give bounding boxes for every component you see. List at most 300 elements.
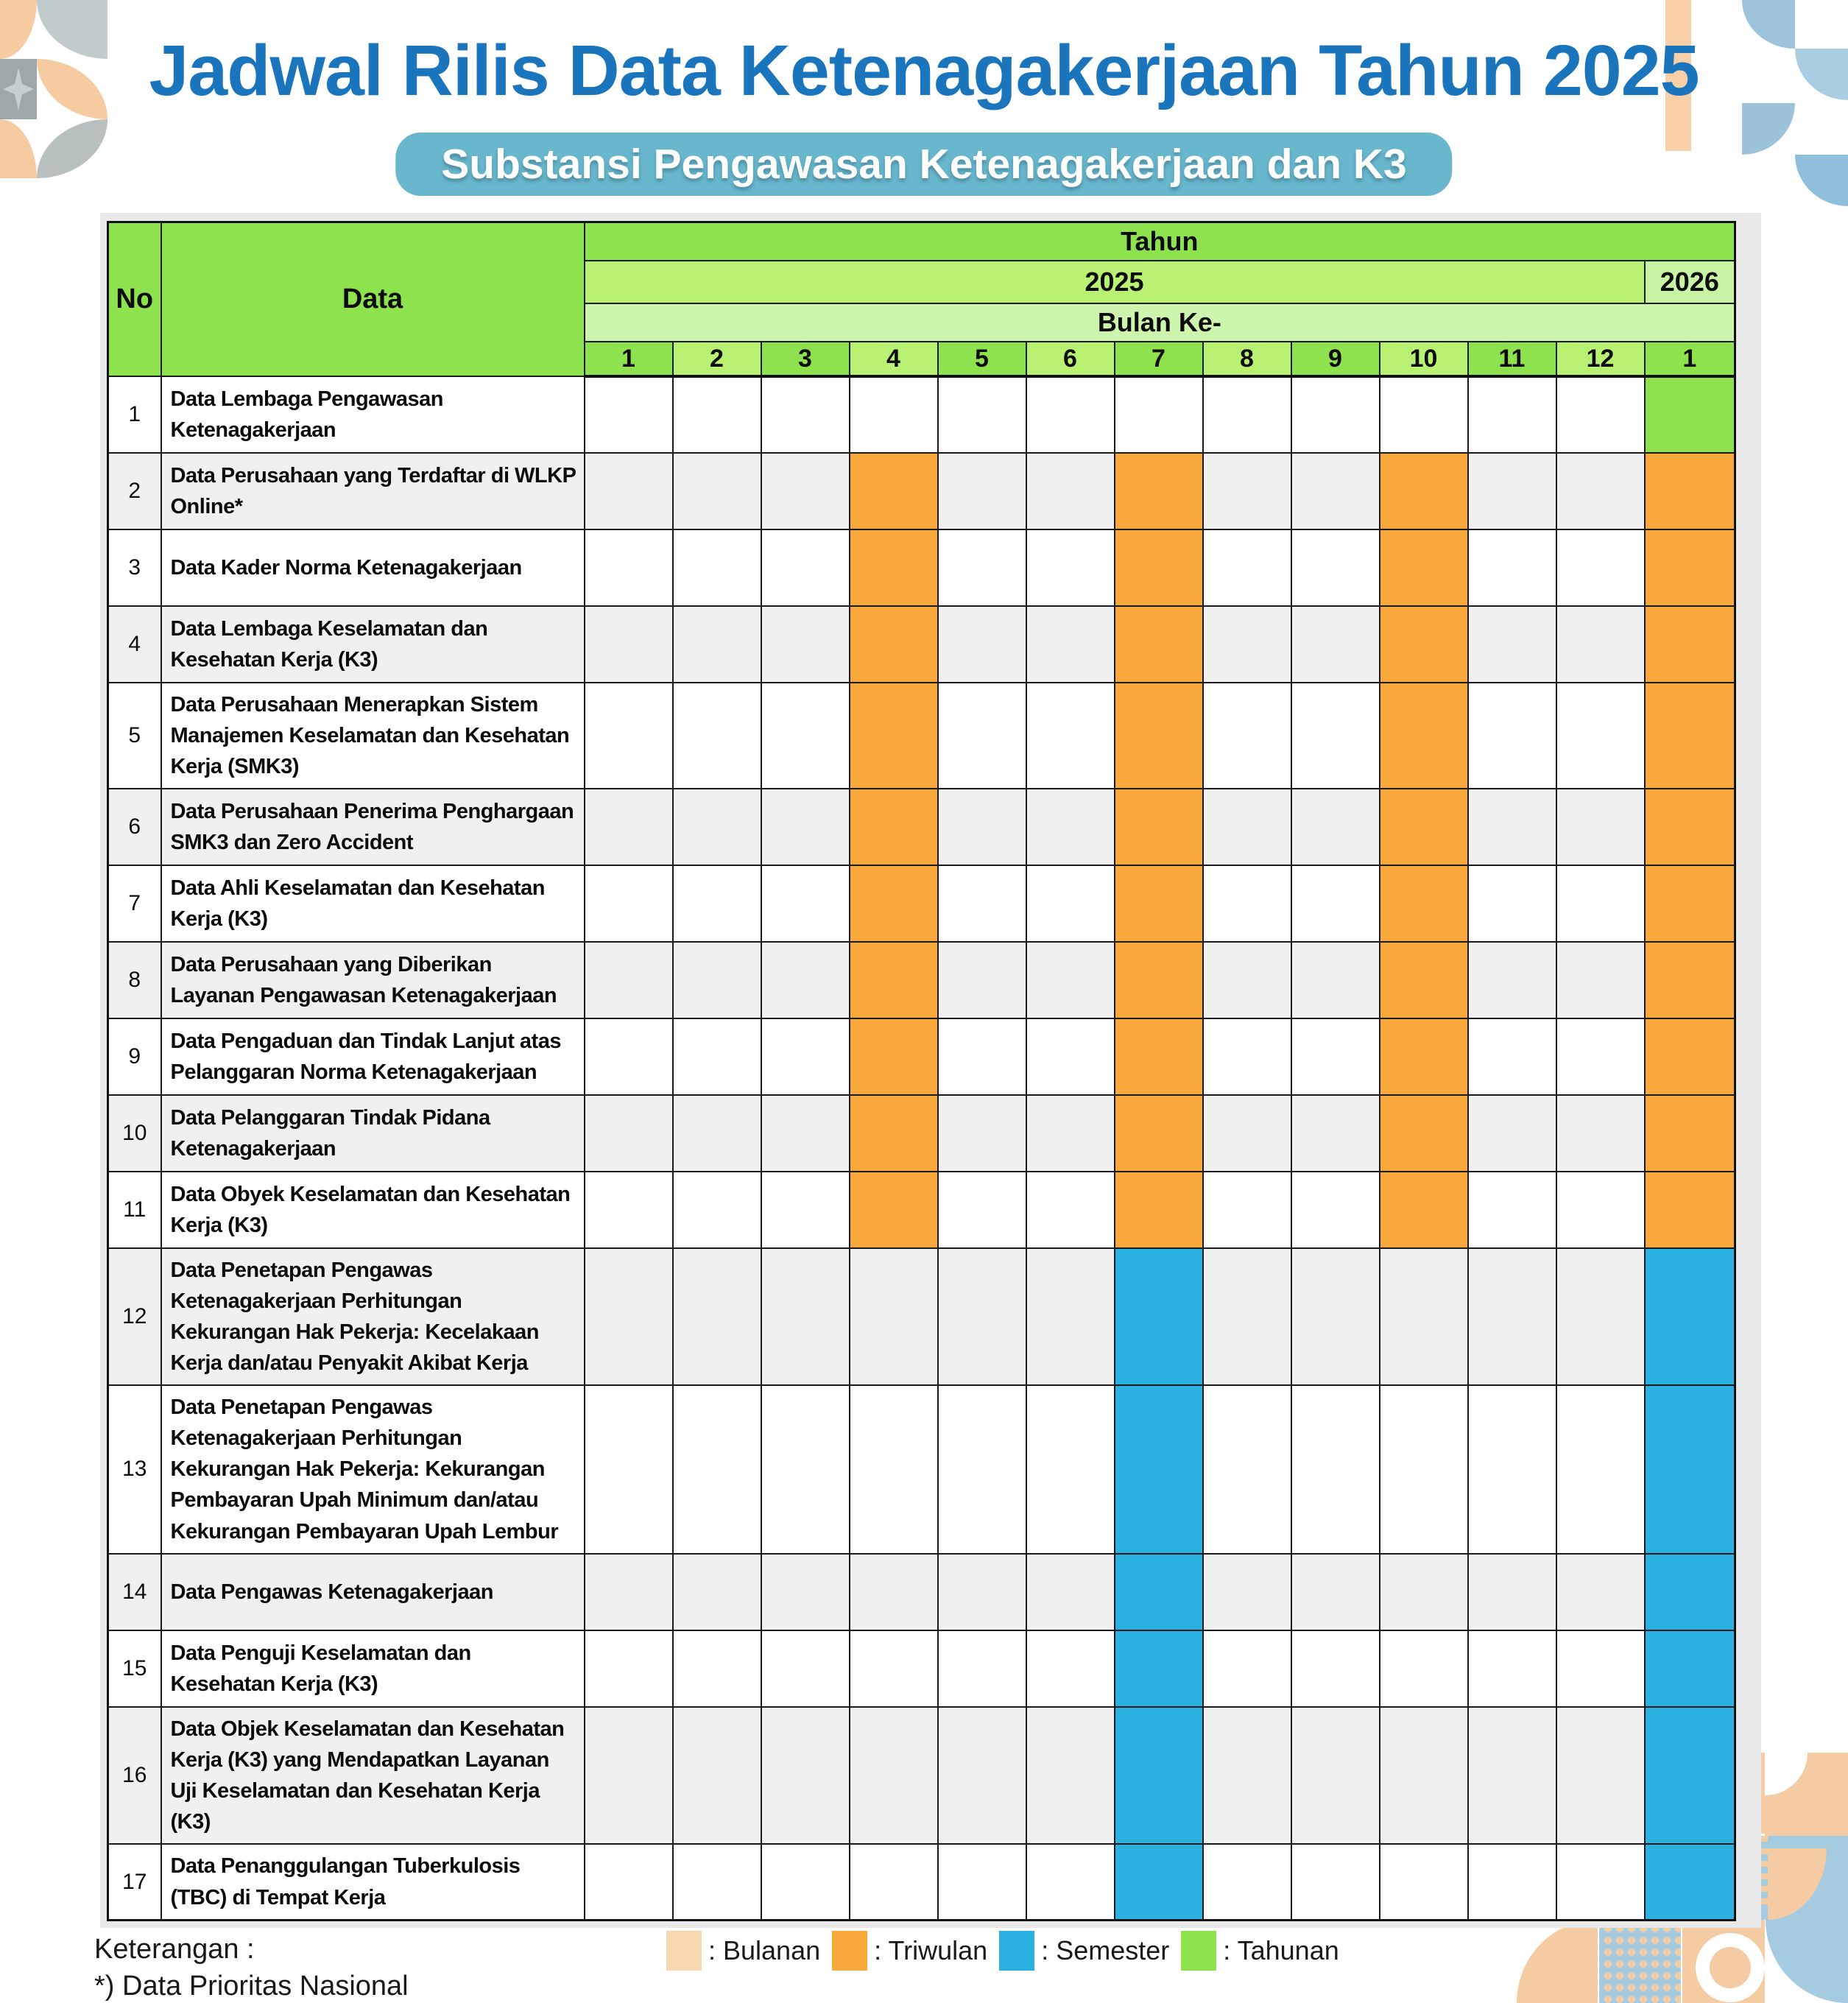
empty-cell — [938, 1095, 1026, 1172]
empty-cell — [1026, 453, 1115, 529]
empty-cell — [585, 789, 673, 865]
empty-cell — [1026, 1554, 1115, 1630]
empty-cell — [850, 1844, 938, 1921]
empty-cell — [1026, 1844, 1115, 1921]
bulan-ke-header: Bulan Ke- — [585, 303, 1735, 342]
empty-cell — [673, 865, 761, 942]
legend-item-semester — [999, 1931, 1169, 1971]
release-mark-triwulan — [1645, 683, 1735, 789]
empty-cell — [1380, 1554, 1468, 1630]
release-mark-triwulan — [1380, 529, 1468, 606]
empty-cell — [585, 942, 673, 1018]
release-mark-triwulan — [1115, 606, 1203, 683]
col-header-no: No — [108, 222, 161, 377]
empty-cell — [1556, 453, 1645, 529]
empty-cell — [1291, 1630, 1380, 1707]
release-mark-triwulan — [1115, 865, 1203, 942]
empty-cell — [850, 1248, 938, 1385]
release-mark-triwulan — [1380, 1018, 1468, 1095]
empty-cell — [1203, 1018, 1291, 1095]
empty-cell — [1556, 376, 1645, 453]
empty-cell — [1468, 789, 1556, 865]
empty-cell — [850, 1554, 938, 1630]
month-header-cell: 1 — [585, 342, 673, 376]
empty-cell — [1468, 453, 1556, 529]
table-row — [108, 865, 1735, 942]
empty-cell — [1026, 376, 1115, 453]
row-number: 7 — [108, 865, 161, 942]
empty-cell — [1380, 1844, 1468, 1921]
release-mark-semester — [1645, 1248, 1735, 1385]
table-row — [108, 789, 1735, 865]
release-mark-triwulan — [1115, 1018, 1203, 1095]
release-mark-triwulan — [1645, 1095, 1735, 1172]
table-row — [108, 1095, 1735, 1172]
month-header-cell: 11 — [1468, 342, 1556, 376]
empty-cell — [1026, 529, 1115, 606]
empty-cell — [585, 1844, 673, 1921]
empty-cell — [1468, 865, 1556, 942]
row-label: Data Penetapan Pengawas Ketenagakerjaan Perhitungan Kekurangan Hak Pekerja: Kecelakaan Kerja dan/atau Penyakit Akibat Kerja — [161, 1248, 585, 1385]
table-row — [108, 1707, 1735, 1844]
row-label: Data Obyek Keselamatan dan Kesehatan Kerja (K3) — [161, 1172, 585, 1248]
decor-quarter-blue — [1795, 155, 1848, 206]
release-mark-triwulan — [850, 1172, 938, 1248]
empty-cell — [673, 376, 761, 453]
row-label: Data Kader Norma Ketenagakerjaan — [161, 529, 585, 606]
empty-cell — [585, 1707, 673, 1844]
empty-cell — [673, 1385, 761, 1553]
empty-cell — [1556, 865, 1645, 942]
empty-cell — [673, 1018, 761, 1095]
empty-cell — [938, 1844, 1026, 1921]
empty-cell — [1026, 683, 1115, 789]
empty-cell — [761, 1844, 850, 1921]
empty-cell — [1291, 1172, 1380, 1248]
release-mark-semester — [1645, 1385, 1735, 1553]
empty-cell — [1468, 942, 1556, 1018]
legend-swatch-semester — [999, 1931, 1034, 1971]
row-number: 11 — [108, 1172, 161, 1248]
release-mark-triwulan — [850, 683, 938, 789]
empty-cell — [1291, 529, 1380, 606]
legend-label-semester: : Semester — [1041, 1935, 1170, 1965]
empty-cell — [585, 376, 673, 453]
table-row — [108, 1630, 1735, 1707]
release-mark-triwulan — [1115, 1172, 1203, 1248]
release-mark-tahunan — [1645, 376, 1735, 453]
empty-cell — [1556, 1018, 1645, 1095]
empty-cell — [1380, 1707, 1468, 1844]
empty-cell — [1203, 1844, 1291, 1921]
row-label: Data Pelanggaran Tindak Pidana Ketenagakerjaan — [161, 1095, 585, 1172]
row-number: 6 — [108, 789, 161, 865]
empty-cell — [938, 453, 1026, 529]
release-mark-triwulan — [850, 606, 938, 683]
legend-label-bulanan: : Bulanan — [708, 1935, 821, 1965]
empty-cell — [1203, 376, 1291, 453]
empty-cell — [1203, 1095, 1291, 1172]
empty-cell — [1203, 606, 1291, 683]
empty-cell — [1468, 376, 1556, 453]
empty-cell — [1468, 1018, 1556, 1095]
release-mark-triwulan — [1645, 606, 1735, 683]
empty-cell — [1291, 1018, 1380, 1095]
release-mark-triwulan — [1645, 942, 1735, 1018]
empty-cell — [1203, 1248, 1291, 1385]
release-mark-triwulan — [850, 1095, 938, 1172]
release-mark-triwulan — [850, 789, 938, 865]
row-number: 9 — [108, 1018, 161, 1095]
empty-cell — [1291, 683, 1380, 789]
row-number: 1 — [108, 376, 161, 453]
legend-swatch-bulanan — [666, 1931, 702, 1971]
row-number: 12 — [108, 1248, 161, 1385]
release-mark-triwulan — [1645, 529, 1735, 606]
row-number: 14 — [108, 1554, 161, 1630]
empty-cell — [673, 1172, 761, 1248]
table-row — [108, 683, 1735, 789]
decor-ring — [1696, 1933, 1765, 2002]
table-row — [108, 453, 1735, 529]
legend-item-triwulan — [832, 1931, 987, 1971]
release-mark-triwulan — [1115, 789, 1203, 865]
empty-cell — [1026, 1385, 1115, 1553]
empty-cell — [1291, 789, 1380, 865]
empty-cell — [1203, 1707, 1291, 1844]
empty-cell — [673, 1707, 761, 1844]
empty-cell — [585, 1554, 673, 1630]
empty-cell — [1026, 942, 1115, 1018]
row-label: Data Penguji Keselamatan dan Kesehatan Kerja (K3) — [161, 1630, 585, 1707]
footnote-label: *) Data Prioritas Nasional — [94, 1971, 409, 2002]
empty-cell — [1556, 529, 1645, 606]
row-number: 5 — [108, 683, 161, 789]
row-label: Data Lembaga Pengawasan Ketenagakerjaan — [161, 376, 585, 453]
release-mark-triwulan — [1380, 1172, 1468, 1248]
empty-cell — [1468, 1248, 1556, 1385]
empty-cell — [1291, 1844, 1380, 1921]
empty-cell — [761, 1385, 850, 1553]
empty-cell — [585, 606, 673, 683]
empty-cell — [1468, 1707, 1556, 1844]
release-mark-triwulan — [1115, 683, 1203, 789]
empty-cell — [1203, 529, 1291, 606]
release-mark-triwulan — [1115, 529, 1203, 606]
month-header-cell: 8 — [1203, 342, 1291, 376]
empty-cell — [1468, 683, 1556, 789]
release-mark-triwulan — [1380, 453, 1468, 529]
row-number: 15 — [108, 1630, 161, 1707]
empty-cell — [1026, 606, 1115, 683]
release-mark-triwulan — [1115, 1095, 1203, 1172]
empty-cell — [1556, 1248, 1645, 1385]
month-header-cell: 7 — [1115, 342, 1203, 376]
row-label: Data Perusahaan yang Diberikan Layanan Pengawasan Ketenagakerjaan — [161, 942, 585, 1018]
empty-cell — [850, 376, 938, 453]
year-2025-header: 2025 — [585, 261, 1645, 303]
legend-item-bulanan — [666, 1931, 820, 1971]
row-label: Data Pengawas Ketenagakerjaan — [161, 1554, 585, 1630]
empty-cell — [585, 1248, 673, 1385]
month-header-cell: 1 — [1645, 342, 1735, 376]
legend — [666, 1931, 1339, 1971]
row-label: Data Penanggulangan Tuberkulosis (TBC) di Tempat Kerja — [161, 1844, 585, 1921]
release-mark-triwulan — [1380, 942, 1468, 1018]
release-mark-semester — [1115, 1630, 1203, 1707]
decor-quarter-blue — [1766, 1920, 1848, 2003]
decor-quarter-peach — [1517, 1920, 1598, 2003]
empty-cell — [1556, 1385, 1645, 1553]
schedule-table — [107, 221, 1736, 1921]
row-number: 16 — [108, 1707, 161, 1844]
release-mark-triwulan — [1645, 1018, 1735, 1095]
empty-cell — [673, 1095, 761, 1172]
empty-cell — [761, 789, 850, 865]
empty-cell — [673, 1844, 761, 1921]
empty-cell — [1556, 1707, 1645, 1844]
empty-cell — [938, 789, 1026, 865]
empty-cell — [1026, 1248, 1115, 1385]
empty-cell — [1291, 606, 1380, 683]
release-mark-semester — [1645, 1630, 1735, 1707]
empty-cell — [1556, 1172, 1645, 1248]
release-mark-triwulan — [1380, 683, 1468, 789]
month-header-cell: 12 — [1556, 342, 1645, 376]
row-label: Data Objek Keselamatan dan Kesehatan Kerja (K3) yang Mendapatkan Layanan Uji Keselamatan dan Kesehatan Kerja (K3) — [161, 1707, 585, 1844]
release-mark-triwulan — [850, 865, 938, 942]
legend-item-tahunan — [1181, 1931, 1339, 1971]
empty-cell — [1380, 1385, 1468, 1553]
empty-cell — [761, 1248, 850, 1385]
month-header-cell: 4 — [850, 342, 938, 376]
empty-cell — [585, 1018, 673, 1095]
release-mark-semester — [1115, 1385, 1203, 1553]
empty-cell — [938, 1630, 1026, 1707]
empty-cell — [761, 529, 850, 606]
release-mark-triwulan — [1645, 1172, 1735, 1248]
empty-cell — [761, 942, 850, 1018]
decor-dot-grid — [1599, 1920, 1681, 2003]
empty-cell — [761, 453, 850, 529]
col-header-tahun: Tahun — [585, 222, 1735, 261]
empty-cell — [673, 529, 761, 606]
empty-cell — [1291, 376, 1380, 453]
empty-cell — [1380, 1630, 1468, 1707]
release-mark-triwulan — [1645, 865, 1735, 942]
keterangan-label: Keterangan : — [94, 1934, 255, 1965]
empty-cell — [673, 789, 761, 865]
empty-cell — [1115, 376, 1203, 453]
empty-cell — [585, 1172, 673, 1248]
empty-cell — [585, 1630, 673, 1707]
empty-cell — [850, 1707, 938, 1844]
month-header-cell: 6 — [1026, 342, 1115, 376]
table-row — [108, 1172, 1735, 1248]
release-mark-semester — [1115, 1554, 1203, 1630]
row-label: Data Penetapan Pengawas Ketenagakerjaan Perhitungan Kekurangan Hak Pekerja: Kekurangan Pembayaran Upah Minimum dan/atau Kekurangan Pembayaran Upah Lembur — [161, 1385, 585, 1553]
empty-cell — [1291, 453, 1380, 529]
empty-cell — [1026, 1172, 1115, 1248]
schedule-body — [108, 376, 1735, 1921]
empty-cell — [673, 942, 761, 1018]
empty-cell — [1556, 1554, 1645, 1630]
empty-cell — [585, 865, 673, 942]
empty-cell — [673, 453, 761, 529]
row-label: Data Lembaga Keselamatan dan Kesehatan Kerja (K3) — [161, 606, 585, 683]
empty-cell — [761, 865, 850, 942]
empty-cell — [938, 1385, 1026, 1553]
empty-cell — [938, 1172, 1026, 1248]
empty-cell — [1291, 1248, 1380, 1385]
empty-cell — [1026, 1018, 1115, 1095]
empty-cell — [850, 1385, 938, 1553]
release-mark-semester — [1115, 1844, 1203, 1921]
empty-cell — [1556, 683, 1645, 789]
subtitle-badge — [395, 133, 1452, 196]
empty-cell — [761, 376, 850, 453]
empty-cell — [1203, 865, 1291, 942]
subtitle-text: Substansi Pengawasan Ketenagakerjaan dan K3 — [441, 141, 1407, 188]
empty-cell — [1026, 1707, 1115, 1844]
table-row — [108, 1844, 1735, 1921]
table-row — [108, 376, 1735, 453]
table-row — [108, 1018, 1735, 1095]
release-mark-triwulan — [850, 529, 938, 606]
table-row — [108, 529, 1735, 606]
col-header-data: Data — [161, 222, 585, 377]
month-header-cell: 9 — [1291, 342, 1380, 376]
table-row — [108, 606, 1735, 683]
legend-swatch-triwulan — [832, 1931, 867, 1971]
month-header-cell: 2 — [673, 342, 761, 376]
empty-cell — [1468, 1095, 1556, 1172]
row-label: Data Perusahaan Penerima Penghargaan SMK3 dan Zero Accident — [161, 789, 585, 865]
empty-cell — [673, 1630, 761, 1707]
empty-cell — [585, 529, 673, 606]
empty-cell — [1026, 865, 1115, 942]
empty-cell — [1468, 606, 1556, 683]
empty-cell — [673, 683, 761, 789]
empty-cell — [938, 1018, 1026, 1095]
empty-cell — [1556, 1844, 1645, 1921]
empty-cell — [761, 1707, 850, 1844]
decor-petal-peach — [0, 119, 37, 178]
row-number: 17 — [108, 1844, 161, 1921]
legend-label-triwulan: : Triwulan — [874, 1935, 988, 1965]
table-row — [108, 942, 1735, 1018]
year-2026-header: 2026 — [1645, 261, 1735, 303]
empty-cell — [1291, 865, 1380, 942]
empty-cell — [1026, 1630, 1115, 1707]
empty-cell — [938, 942, 1026, 1018]
empty-cell — [938, 1248, 1026, 1385]
keterangan-block — [94, 1931, 409, 2003]
empty-cell — [1203, 1385, 1291, 1553]
month-header-cell: 5 — [938, 342, 1026, 376]
release-mark-triwulan — [1115, 942, 1203, 1018]
empty-cell — [585, 453, 673, 529]
empty-cell — [673, 1554, 761, 1630]
row-label: Data Ahli Keselamatan dan Kesehatan Kerja (K3) — [161, 865, 585, 942]
empty-cell — [1026, 789, 1115, 865]
empty-cell — [585, 683, 673, 789]
empty-cell — [1556, 1095, 1645, 1172]
row-number: 3 — [108, 529, 161, 606]
table-row — [108, 1554, 1735, 1630]
empty-cell — [1291, 942, 1380, 1018]
empty-cell — [1468, 529, 1556, 606]
empty-cell — [585, 1385, 673, 1553]
empty-cell — [761, 1172, 850, 1248]
release-mark-triwulan — [1380, 865, 1468, 942]
empty-cell — [1556, 1630, 1645, 1707]
empty-cell — [761, 1554, 850, 1630]
release-mark-triwulan — [1645, 789, 1735, 865]
empty-cell — [1380, 376, 1468, 453]
empty-cell — [1203, 453, 1291, 529]
month-header-cell: 10 — [1380, 342, 1468, 376]
empty-cell — [938, 606, 1026, 683]
empty-cell — [1291, 1707, 1380, 1844]
release-mark-semester — [1645, 1707, 1735, 1844]
empty-cell — [1203, 942, 1291, 1018]
release-mark-triwulan — [1380, 789, 1468, 865]
table-row — [108, 1248, 1735, 1385]
release-mark-triwulan — [1380, 1095, 1468, 1172]
page-title: Jadwal Rilis Data Ketenagakerjaan Tahun 2025 — [149, 30, 1699, 110]
legend-swatch-tahunan — [1181, 1931, 1216, 1971]
row-label: Data Pengaduan dan Tindak Lanjut atas Pelanggaran Norma Ketenagakerjaan — [161, 1018, 585, 1095]
empty-cell — [938, 1707, 1026, 1844]
release-mark-triwulan — [850, 453, 938, 529]
empty-cell — [1291, 1554, 1380, 1630]
empty-cell — [1468, 1844, 1556, 1921]
empty-cell — [1026, 1095, 1115, 1172]
empty-cell — [938, 683, 1026, 789]
release-mark-triwulan — [1115, 453, 1203, 529]
empty-cell — [1556, 789, 1645, 865]
empty-cell — [1468, 1172, 1556, 1248]
month-header-cell: 3 — [761, 342, 850, 376]
empty-cell — [938, 529, 1026, 606]
row-number: 13 — [108, 1385, 161, 1553]
release-mark-semester — [1645, 1554, 1735, 1630]
empty-cell — [761, 606, 850, 683]
empty-cell — [1556, 942, 1645, 1018]
empty-cell — [585, 1095, 673, 1172]
empty-cell — [938, 1554, 1026, 1630]
empty-cell — [938, 376, 1026, 453]
empty-cell — [1291, 1385, 1380, 1553]
empty-cell — [761, 683, 850, 789]
empty-cell — [1203, 1554, 1291, 1630]
empty-cell — [673, 1248, 761, 1385]
row-label: Data Perusahaan yang Terdaftar di WLKP Online* — [161, 453, 585, 529]
empty-cell — [673, 606, 761, 683]
empty-cell — [1380, 1248, 1468, 1385]
release-mark-semester — [1115, 1707, 1203, 1844]
empty-cell — [938, 865, 1026, 942]
empty-cell — [761, 1095, 850, 1172]
empty-cell — [1556, 606, 1645, 683]
release-mark-triwulan — [850, 942, 938, 1018]
release-mark-triwulan — [1380, 606, 1468, 683]
empty-cell — [761, 1018, 850, 1095]
empty-cell — [1468, 1385, 1556, 1553]
empty-cell — [1203, 1172, 1291, 1248]
legend-label-tahunan: : Tahunan — [1223, 1935, 1339, 1965]
